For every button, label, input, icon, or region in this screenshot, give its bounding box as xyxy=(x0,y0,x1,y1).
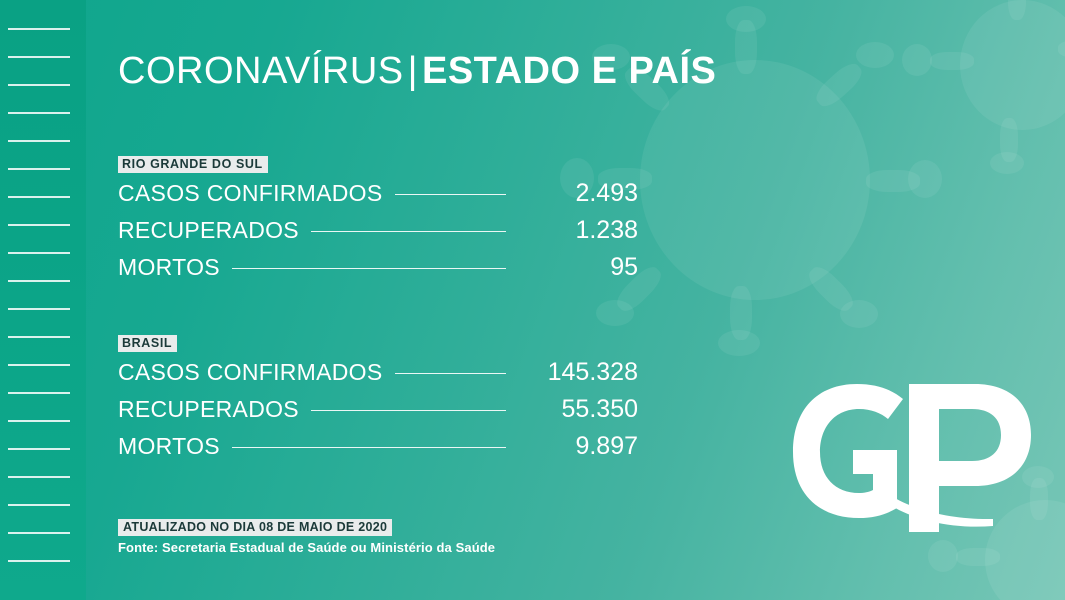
stat-value: 2.493 xyxy=(575,179,638,207)
source-note: Fonte: Secretaria Estadual de Saúde ou Ministério da Saúde xyxy=(118,540,496,555)
left-ribbon xyxy=(0,0,86,600)
stat-label: MORTOS xyxy=(118,433,220,459)
title-main: CORONAVÍRUS xyxy=(118,50,404,92)
section-label: RIO GRANDE DO SUL xyxy=(118,156,268,173)
stat-label: RECUPERADOS xyxy=(118,396,299,422)
leader-line xyxy=(232,268,506,269)
stat-label: RECUPERADOS xyxy=(118,217,299,243)
leader-line xyxy=(311,410,506,411)
stat-row xyxy=(118,430,638,463)
section-brasil xyxy=(118,334,638,463)
stat-row xyxy=(118,177,638,210)
updated-date: ATUALIZADO NO DIA 08 DE MAIO DE 2020 xyxy=(118,519,392,536)
title-separator: | xyxy=(407,50,418,92)
title-sub: ESTADO E PAÍS xyxy=(421,50,717,92)
stat-row xyxy=(118,214,638,247)
stat-value: 145.328 xyxy=(547,358,638,386)
stat-value: 95 xyxy=(610,253,638,281)
leader-line xyxy=(395,194,506,195)
stat-label: MORTOS xyxy=(118,254,220,280)
stat-label: CASOS CONFIRMADOS xyxy=(118,180,383,206)
stat-row xyxy=(118,251,638,284)
leader-line xyxy=(395,373,506,374)
leader-line xyxy=(232,447,506,448)
stat-label: CASOS CONFIRMADOS xyxy=(118,359,383,385)
stat-row xyxy=(118,393,638,426)
stat-value: 55.350 xyxy=(561,395,638,423)
section-label: BRASIL xyxy=(118,335,177,352)
gp-logo xyxy=(787,378,1037,538)
stat-value: 9.897 xyxy=(575,432,638,460)
page-title xyxy=(118,50,716,93)
stat-value: 1.238 xyxy=(575,216,638,244)
footer xyxy=(118,518,495,555)
leader-line xyxy=(311,231,506,232)
section-rio-grande-do-sul xyxy=(118,155,638,284)
stat-row xyxy=(118,356,638,389)
